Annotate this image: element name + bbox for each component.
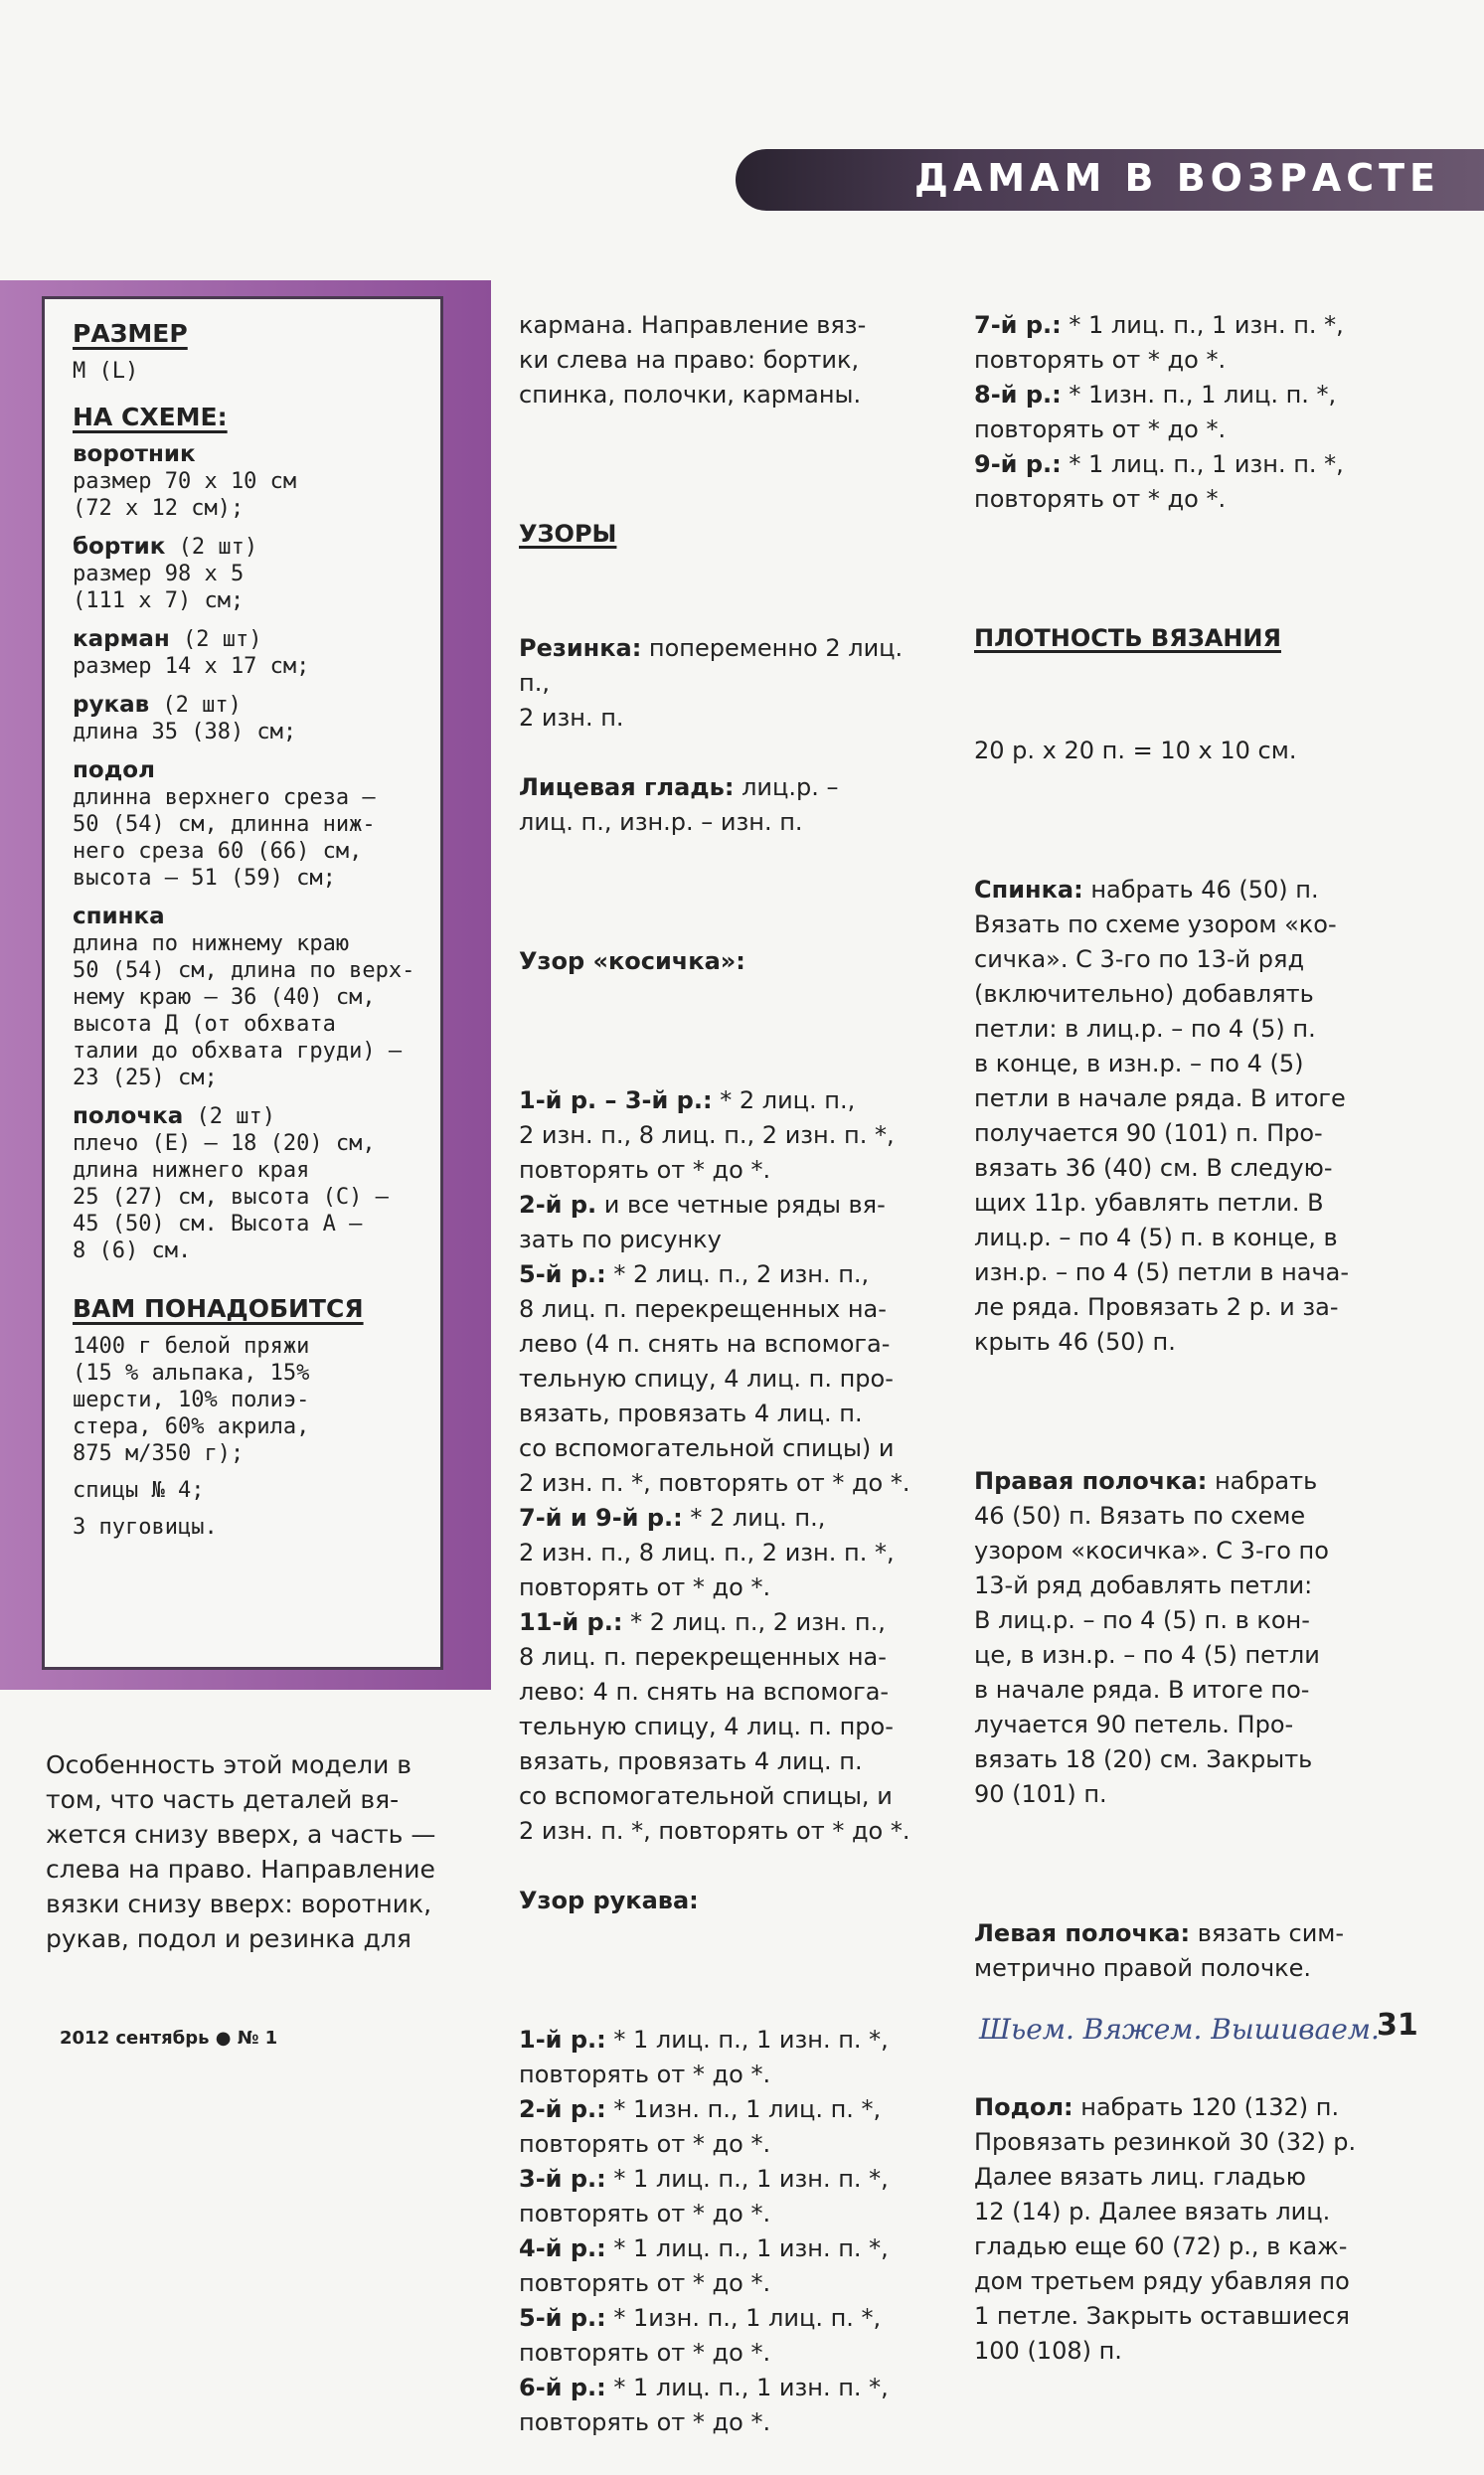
pattern-row-label: 9-й р.: (974, 450, 1062, 478)
needs-heading: ВАМ ПОНАДОБИТСЯ (73, 1294, 364, 1323)
scheme-item (73, 534, 440, 614)
pattern-row-text: * 1 лиц. п., 1 изн. п. *, повторять от * до *. (519, 2165, 889, 2228)
scheme-item-text: размер 70 x 10 см (72 x 12 см); (73, 469, 297, 521)
scheme-item-name: полочка (73, 1103, 184, 1129)
gauge-text: 20 р. x 20 п. = 10 x 10 см. (974, 737, 1297, 764)
pattern-row-text: * 1 лиц. п., 1 изн. п. *, повторять от * до *. (519, 2374, 889, 2436)
pattern-row-label: 7-й и 9-й р.: (519, 1504, 683, 1532)
pattern-row-label: 2-й р.: (519, 2095, 606, 2123)
pattern-row (519, 2301, 936, 2371)
back-paragraph: Спинка: набрать 46 (50) п. Вязать по схеме узором «ко- сичка». С 3-го по 13-й ряд (включительно) добавлять петли: в лиц.р. – по 4 (5) п. в конце, в изн.р. – по 4 (5) петли в начале ряда. В итоге получается 90 (101) п. Про- вязать 36 (40) см. В следую- щих 11р. убавлять петли. В лиц.р. – по 4 (5) п. в конце, в изн.р. – по 4 (5) петли в нача- ле ряда. Провязать 2 р. и за- крыть 46 (50) п. (974, 876, 1350, 1356)
scheme-item-text: размер 98 x 5 (111 x 7) см; (73, 562, 245, 613)
sidebar-box (42, 296, 443, 1670)
size-value: M (L) (73, 359, 139, 384)
patterns-heading: УЗОРЫ (519, 520, 617, 548)
pattern-row-text: * 2 лиц. п., 2 изн. п., 8 лиц. п. перекрещенных на- лево (4 п. снять на вспомога- тельную спицу, 4 лиц. п. про- вязать, провязать 4 лиц. п. со вспомогательной спицы) и 2 изн. п. *, повторять от * до *. (519, 1260, 910, 1497)
pattern-row-label: 3-й р.: (519, 2165, 606, 2193)
scheme-item-title (73, 692, 440, 719)
scheme-item-title (73, 441, 440, 468)
left-front-paragraph: Левая полочка: вязать сим- метрично правой полочке. (974, 1919, 1345, 1982)
sleeve-heading: Узор рукава: (519, 1887, 699, 1914)
scheme-item-name: спинка (73, 904, 165, 929)
pattern-row-label: 6-й р.: (519, 2374, 606, 2401)
pattern-row (519, 1083, 936, 1188)
scheme-item-name: карман (73, 626, 170, 652)
size-heading: РАЗМЕР (73, 319, 188, 348)
scheme-item-text: размер 14 x 17 см; (73, 654, 310, 679)
pattern-row-text: * 2 лиц. п., 2 изн. п., 8 лиц. п. перекрещенных на- лево: 4 п. снять на вспомога- тельную спицу, 4 лиц. п. про- вязать, провязать 4 лиц. п. со вспомогательной спицы, и 2 изн. п. *, повторять от * до *. (519, 1608, 910, 1845)
pattern-row-text: * 1 лиц. п., 1 изн. п. *, повторять от * до *. (519, 2234, 889, 2297)
pattern-row (519, 2023, 936, 2092)
col2-top-text: кармана. Направление вяз- ки слева на право: бортик, спинка, полочки, карманы. (519, 311, 867, 409)
scheme-item-count: (2 шт) (165, 535, 258, 560)
pattern-row-label: 4-й р.: (519, 2234, 606, 2262)
pattern-row-label: 1-й р. – 3-й р.: (519, 1086, 713, 1114)
pattern-row-text: * 1изн. п., 1 лиц. п. *, повторять от * до *. (519, 2095, 882, 2158)
scheme-item-name: подол (73, 757, 155, 783)
scheme-item-name: рукав (73, 692, 150, 718)
page-number: 31 (1377, 2008, 1418, 2043)
pattern-row (519, 2162, 936, 2231)
scheme-item-title (73, 757, 440, 784)
braid-heading: Узор «косичка»: (519, 947, 745, 975)
scheme-heading: НА СХЕМЕ: (73, 403, 228, 431)
scheme-item (73, 904, 440, 1091)
pattern-row-label: 2-й р. (519, 1191, 597, 1219)
gauge-heading: ПЛОТНОСТЬ ВЯЗАНИЯ (974, 624, 1281, 652)
pattern-row-label: 7-й р.: (974, 311, 1062, 339)
stockinette-paragraph: Лицевая гладь: лиц.р. – лиц. п., изн.р. – изн. п. (519, 773, 839, 836)
section-title: ДАМАМ В ВОЗРАСТЕ (914, 156, 1441, 200)
scheme-item-title (73, 904, 440, 930)
scheme-item (73, 692, 440, 745)
pattern-row (974, 447, 1409, 517)
scheme-item-name: бортик (73, 534, 166, 560)
pattern-row-text: * 1 лиц. п., 1 изн. п. *, повторять от * до *. (974, 450, 1344, 513)
scheme-item-text: плечо (Е) – 18 (20) см, длина нижнего края 25 (27) см, высота (С) – 45 (50) см. Высота А – 8 (6) см. (73, 1131, 389, 1263)
scheme-item-count: (2 шт) (149, 693, 242, 718)
pattern-row-text: * 1изн. п., 1 лиц. п. *, повторять от * до *. (974, 381, 1337, 443)
pattern-row-text: * 1изн. п., 1 лиц. п. *, повторять от * до *. (519, 2304, 882, 2367)
pattern-row (519, 2092, 936, 2162)
braid-rows (519, 1083, 936, 1849)
pattern-row (519, 2231, 936, 2301)
sleeve-rows-b (974, 308, 1409, 517)
needs-item: 1400 г белой пряжи (15 % альпака, 15% шерсти, 10% полиэ- стера, 60% акрила, 875 м/350 г); (73, 1334, 310, 1466)
scheme-item-title (73, 1103, 440, 1130)
needs-item: 3 пуговицы. (73, 1515, 218, 1540)
pattern-row-label: 8-й р.: (974, 381, 1062, 409)
scheme-list (73, 441, 440, 1264)
pattern-row (519, 1605, 936, 1849)
scheme-item-count: (2 шт) (183, 1104, 275, 1129)
pattern-row-text: * 1 лиц. п., 1 изн. п. *, повторять от * до *. (519, 2026, 889, 2088)
pattern-row (519, 1501, 936, 1605)
pattern-row (974, 308, 1409, 378)
pattern-row (974, 378, 1409, 447)
scheme-item-title (73, 534, 440, 561)
column-middle (519, 273, 936, 2475)
pattern-row-text: и все четные ряды вя- зать по рисунку (519, 1191, 886, 1253)
pattern-row-label: 1-й р.: (519, 2026, 606, 2054)
sleeve-rows-a (519, 2023, 936, 2440)
pattern-row (519, 2371, 936, 2440)
pattern-row-label: 5-й р.: (519, 2304, 606, 2332)
pattern-row-text: * 1 лиц. п., 1 изн. п. *, повторять от * до *. (974, 311, 1344, 374)
scheme-item-name: воротник (73, 441, 196, 467)
scheme-item-count: (2 шт) (169, 627, 262, 652)
scheme-item-title (73, 626, 440, 653)
scheme-item-text: длина 35 (38) см; (73, 720, 297, 744)
intro-paragraph: Особенность этой модели в том, что часть деталей вя- жется снизу вверх, а часть — слева на право. Направление вязки снизу вверх: воротник, рукав, подол и резинка для (46, 1750, 436, 1953)
rib-paragraph: Резинка: попеременно 2 лиц. п., 2 изн. п. (519, 634, 904, 732)
scheme-item (73, 626, 440, 680)
pattern-row-text: * 2 лиц. п., 2 изн. п., 8 лиц. п., 2 изн. п. *, повторять от * до *. (519, 1504, 895, 1601)
pattern-row-label: 5-й р.: (519, 1260, 606, 1288)
issue-info: 2012 сентябрь ● № 1 (60, 2028, 278, 2049)
column-right (974, 273, 1409, 2403)
scheme-item (73, 757, 440, 892)
pattern-row-text: * 2 лиц. п., 2 изн. п., 8 лиц. п., 2 изн. п. *, повторять от * до *. (519, 1086, 895, 1184)
pattern-row (519, 1257, 936, 1501)
pattern-row-label: 11-й р.: (519, 1608, 623, 1636)
scheme-item-text: длина по нижнему краю 50 (54) см, длина по верх- нему краю – 36 (40) см, высота Д (от обхвата талии до обхвата груди) – 23 (25) см; (73, 931, 415, 1090)
pattern-row (519, 1188, 936, 1257)
scheme-item (73, 1103, 440, 1264)
scheme-item-text: длинна верхнего среза – 50 (54) см, длинна ниж- него среза 60 (66) см, высота – 51 (59) см; (73, 785, 376, 891)
needs-list (73, 1333, 440, 1541)
scheme-item (73, 441, 440, 522)
needs-item: спицы № 4; (73, 1478, 205, 1503)
hem-paragraph: Подол: набрать 120 (132) п. Провязать резинкой 30 (32) р. Далее вязать лиц. гладью 12 (14) р. Далее вязать лиц. гладью еще 60 (72) р., в каж- дом третьем ряду убавляя по 1 петле. Закрыть оставшиеся 100 (108) п. (974, 2093, 1357, 2365)
right-front-paragraph: Правая полочка: набрать 46 (50) п. Вязать по схеме узором «косичка». С 3-го по 13-й ряд добавлять петли: В лиц.р. – по 4 (5) п. в кон- це, в изн.р. – по 4 (5) петли в начале ряда. В итоге по- лучается 90 петель. Про- вязать 18 (20) см. Закрыть 90 (101) п. (974, 1467, 1329, 1808)
magazine-name: Шьем. Вяжем. Вышиваем. (979, 2013, 1380, 2046)
